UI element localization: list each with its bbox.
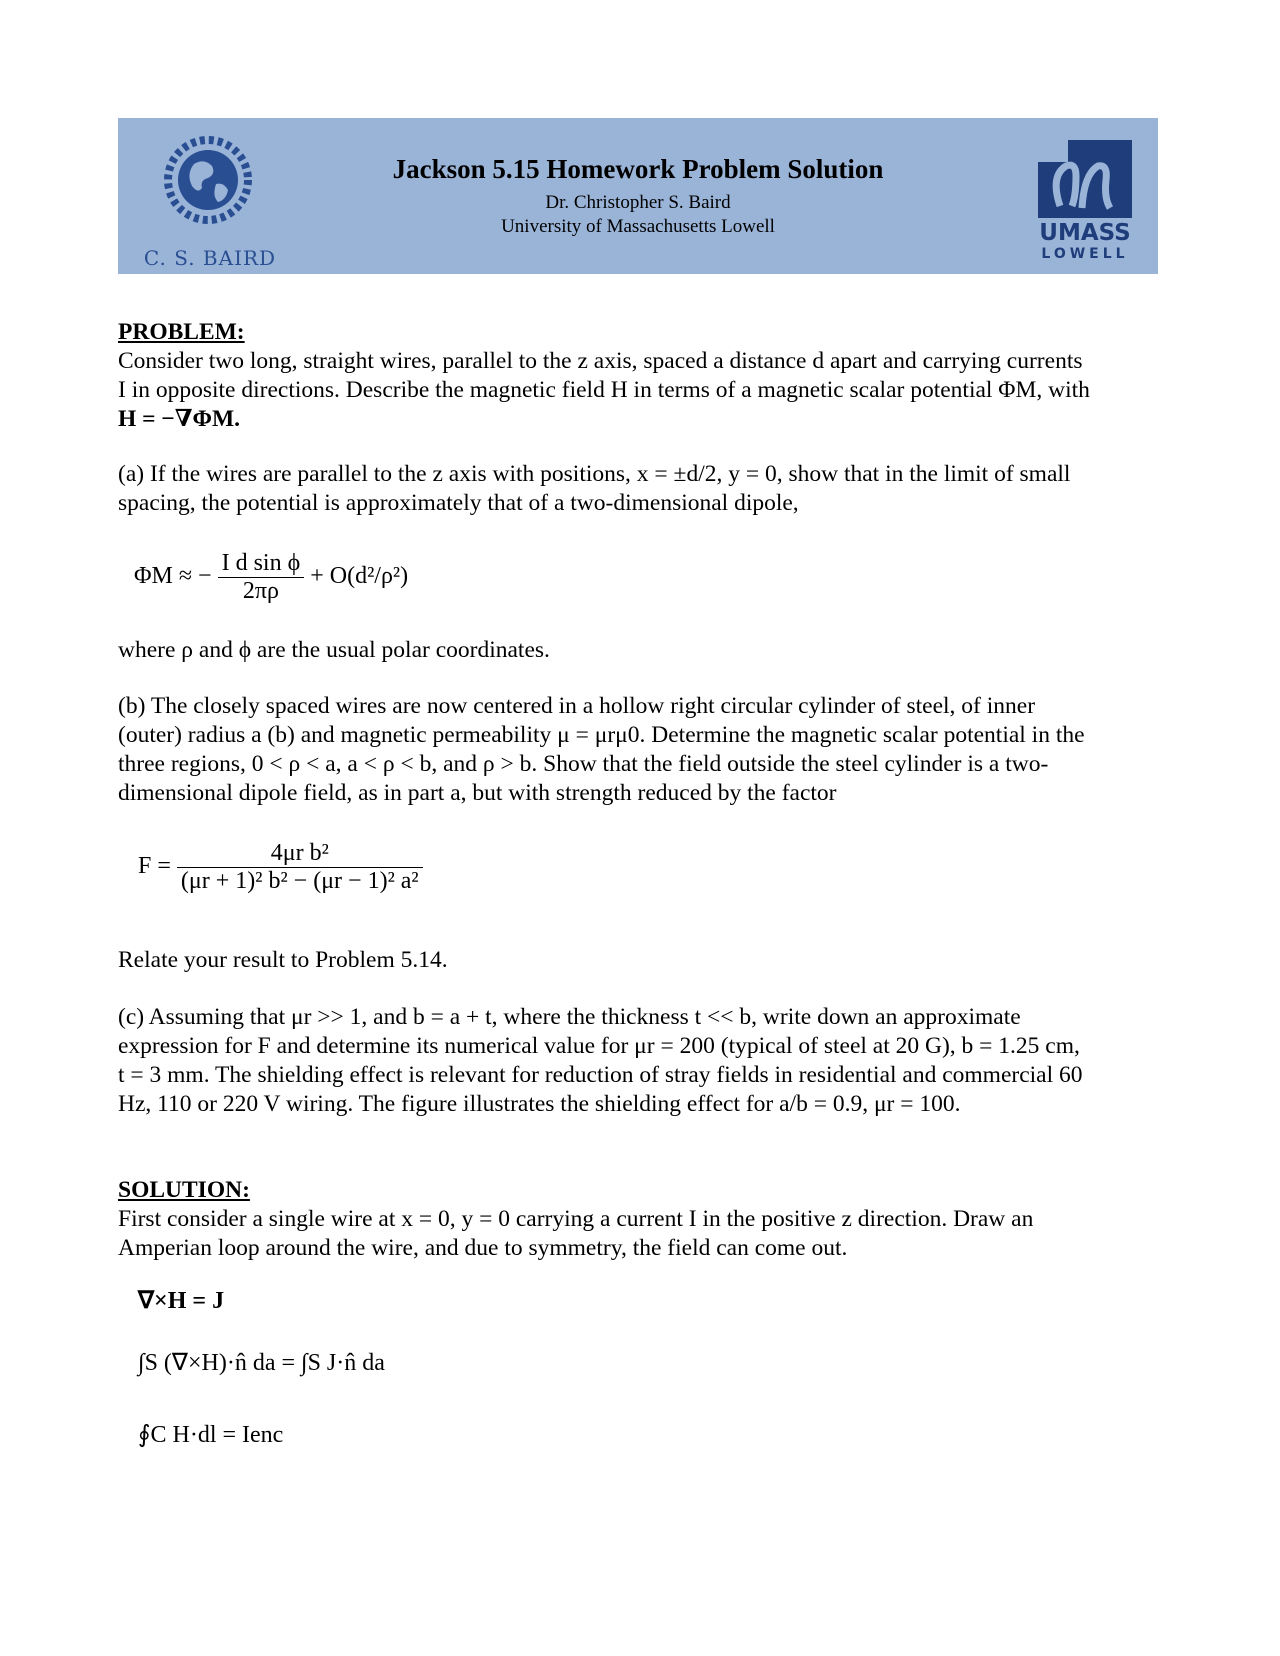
umass-lowell-logo [1030,136,1140,260]
baird-logo-text: C. S. BAIRD [143,246,277,270]
equation-fraction [218,550,305,605]
part-b-line: (b) The closely spaced wires are now centered in a hollow right circular cylinder of steel, of inner [118,693,1036,719]
header-banner [118,118,1158,274]
problem-heading: PROBLEM: [118,319,245,345]
part-b-line: dimensional dipole field, as in part a, but with strength reduced by the factor [118,780,837,806]
part-a-line: (a) If the wires are parallel to the z axis with positions, x = ±d/2, y = 0, show that in the limit of small [118,461,1071,487]
part-b-line: Relate your result to Problem 5.14. [118,947,448,973]
equation-line-integral: ∮C H·dl = Ienc [138,1422,284,1448]
solution-heading: SOLUTION: [118,1177,250,1203]
equation-shielding-factor [138,840,423,895]
part-c [118,1003,1158,1119]
problem-section [118,318,1158,434]
part-a-note [118,636,1158,665]
equation-curl: ∇×H = J [138,1288,225,1314]
umass-logo-text: UMASS [1039,220,1131,246]
equation-lhs: F = [138,853,171,880]
part-a-line: spacing, the potential is approximately that of a two-dimensional dipole, [118,490,799,516]
fraction-numerator: I d sin ϕ [221,550,301,576]
equation-surface-integral: ∫S (∇×H)·n̂ da = ∫S J·n̂ da [138,1350,385,1376]
author-name: Dr. Christopher S. Baird [545,192,731,213]
document-title: Jackson 5.15 Homework Problem Solution [392,154,884,184]
part-c-line: t = 3 mm. The shielding effect is relevant for reduction of stray fields in residential and commercial 60 [118,1062,1083,1088]
part-c-line: expression for F and determine its numerical value for μr = 200 (typical of steel at 20 G), b = 1.25 cm, [118,1033,1080,1059]
equation-fraction [177,840,423,895]
solution-line: First consider a single wire at x = 0, y = 0 carrying a current I in the positive z direction. Draw an [118,1206,1034,1232]
part-c-line: Hz, 110 or 220 V wiring. The figure illustrates the shielding effect for a/b = 0.9, μr = 100. [118,1091,961,1117]
part-c-line: (c) Assuming that μr >> 1, and b = a + t, where the thickness t << b, write down an approximate [118,1004,1021,1030]
fraction-denominator: (μr + 1)² b² − (μr − 1)² a² [177,867,423,895]
problem-intro-line: Consider two long, straight wires, parallel to the z axis, spaced a distance d apart and carrying currents [118,348,1083,374]
fraction-denominator: 2πρ [218,577,305,605]
solution-section [118,1176,1158,1263]
fraction-numerator: 4μr b² [270,840,329,866]
part-a-line: where ρ and ϕ are the usual polar coordinates. [118,637,550,663]
part-a [118,460,1158,518]
umass-emblem-icon [1030,136,1140,220]
lowell-logo-text: LOWELL [1041,246,1129,262]
part-b-line: (outer) radius a (b) and magnetic permeability μ = μrμ0. Determine the magnetic scalar potential in the [118,722,1085,748]
problem-intro-equation: H = −∇ΦM. [118,406,241,432]
equation-remainder: + O(d²/ρ²) [310,563,409,590]
equation-dipole-potential [134,550,408,605]
part-b-line: three regions, 0 < ρ < a, a < ρ < b, and ρ > b. Show that the field outside the steel cylinder is a two- [118,751,1049,777]
part-b [118,692,1158,808]
equation-lhs: ΦM ≈ − [134,563,212,590]
affiliation: University of Massachusetts Lowell [501,216,775,237]
part-b-relate [118,946,1158,975]
problem-intro-line: I in opposite directions. Describe the magnetic field H in terms of a magnetic scalar potential ΦM, with [118,377,1090,403]
solution-line: Amperian loop around the wire, and due to symmetry, the field can come out. [118,1235,848,1261]
